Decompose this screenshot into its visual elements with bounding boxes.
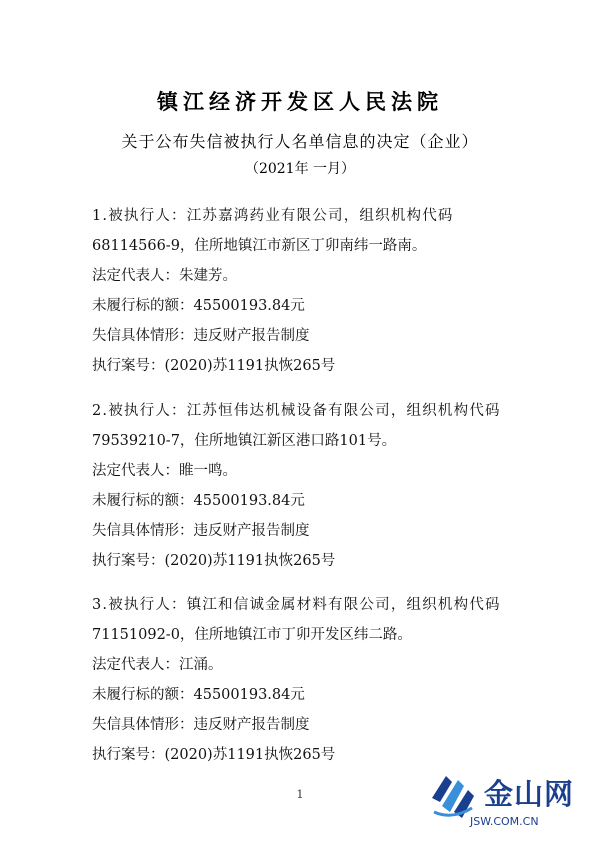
court-title: 镇江经济开发区人民法院 <box>157 90 443 114</box>
entry-address: 68114566-9，住所地镇江市新区丁卯南纬一路南。 <box>92 238 427 254</box>
entry-case-number: 执行案号：(2020)苏1191执恢265号 <box>92 358 336 374</box>
entry-address: 79539210-7，住所地镇江新区港口路101号。 <box>92 433 397 449</box>
entry-circumstance: 失信具体情形：违反财产报告制度 <box>92 523 310 539</box>
jinshan-logo-icon <box>428 768 478 822</box>
entry-2 <box>92 396 522 576</box>
entry-case-number: 执行案号：(2020)苏1191执恢265号 <box>92 747 336 763</box>
entry-amount: 未履行标的额：45500193.84元 <box>92 493 305 509</box>
entry-legal-rep: 法定代表人：朱建芳。 <box>92 268 237 284</box>
document-title: 关于公布失信被执行人名单信息的决定（企业） <box>121 132 479 151</box>
entry-legal-rep: 法定代表人：睢一鸣。 <box>92 463 237 479</box>
watermark-site-name: 金山网 <box>484 777 575 811</box>
entry-address: 71151092-0，住所地镇江市丁卯开发区纬二路。 <box>92 627 412 643</box>
entry-circumstance: 失信具体情形：违反财产报告制度 <box>92 717 310 733</box>
entry-respondent: 2.被执行人：江苏恒伟达机械设备有限公司，组织机构代码 <box>92 403 501 419</box>
entry-amount: 未履行标的额：45500193.84元 <box>92 687 305 703</box>
entry-case-number: 执行案号：(2020)苏1191执恢265号 <box>92 553 336 569</box>
entry-respondent: 3.被执行人：镇江和信诚金属材料有限公司，组织机构代码 <box>92 597 501 613</box>
entry-legal-rep: 法定代表人：江涌。 <box>92 657 223 673</box>
entry-1 <box>92 201 522 381</box>
page-number: 1 <box>296 788 304 801</box>
watermark <box>428 768 596 844</box>
entry-respondent: 1.被执行人：江苏嘉鸿药业有限公司，组织机构代码 <box>92 208 454 224</box>
entry-3 <box>92 590 522 770</box>
document-date: （2021年 一月） <box>244 161 356 177</box>
watermark-url: JSW.COM.CN <box>470 815 539 828</box>
entry-circumstance: 失信具体情形：违反财产报告制度 <box>92 328 310 344</box>
entry-amount: 未履行标的额：45500193.84元 <box>92 298 305 314</box>
